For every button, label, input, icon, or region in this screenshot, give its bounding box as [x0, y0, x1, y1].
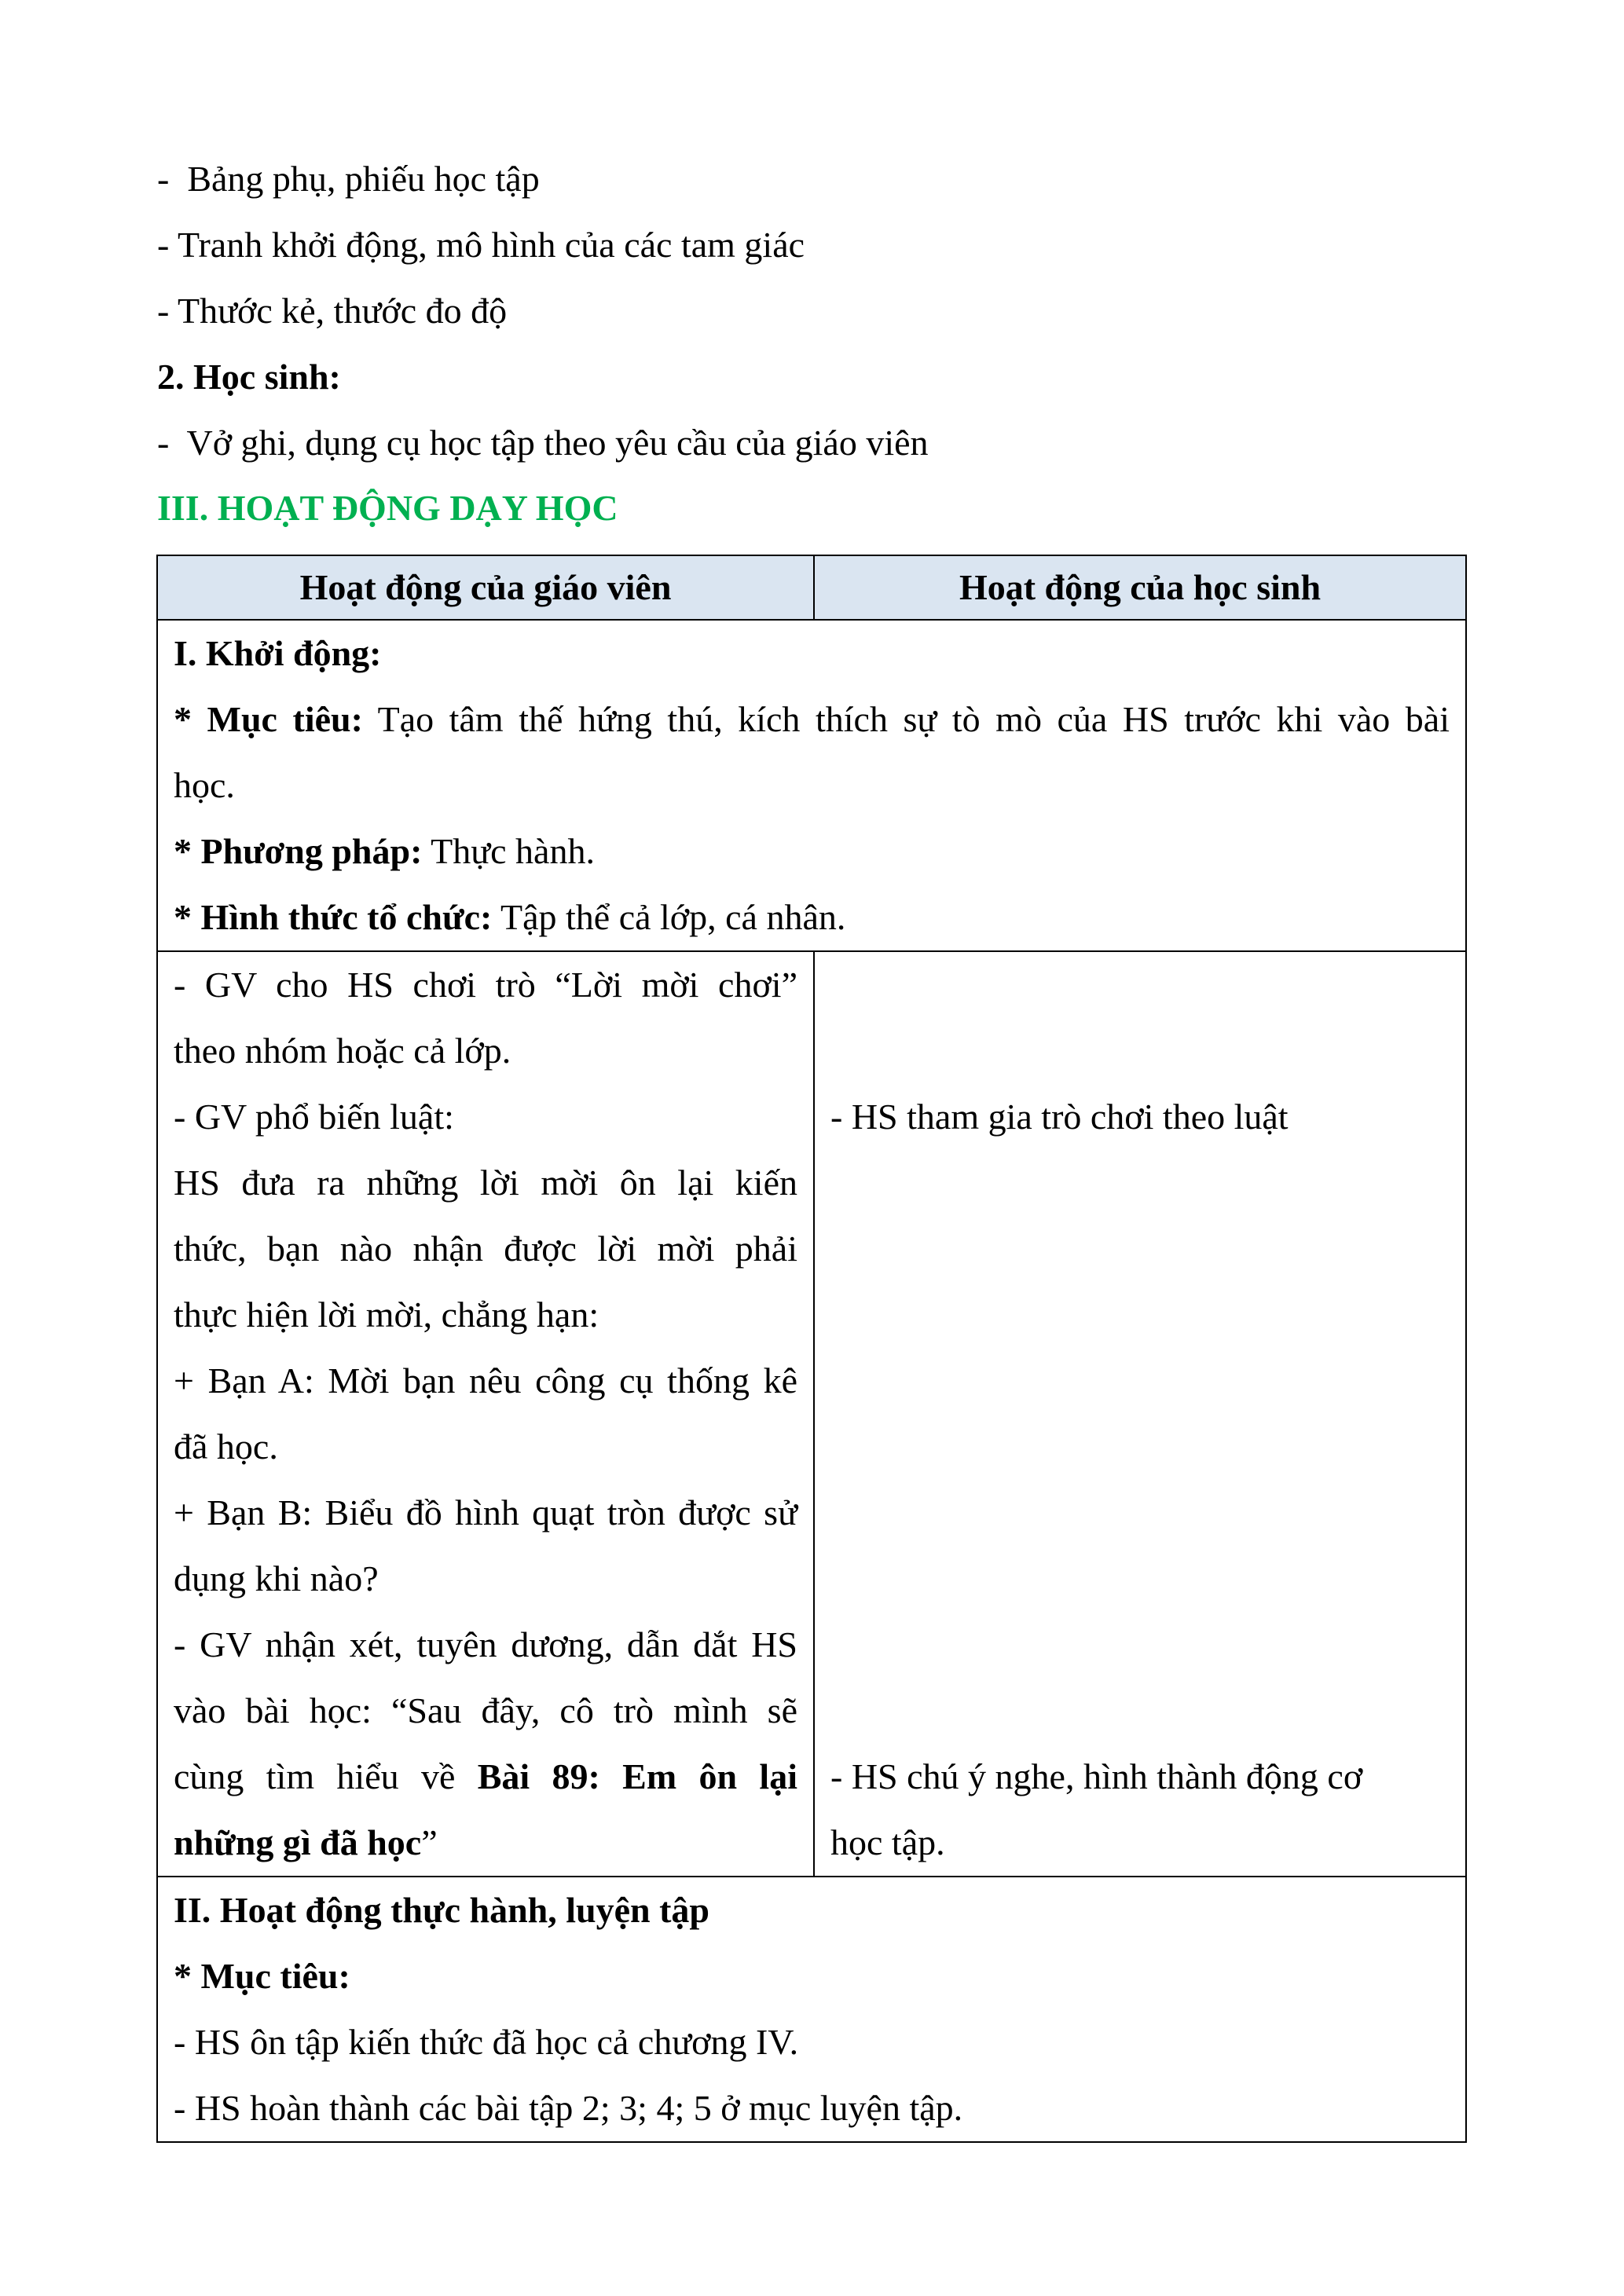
teacher-line: - GV cho HS chơi trò “Lời mời chơi” [174, 965, 797, 1005]
teacher-line: thực hiện lời mời, chẳng hạn: [174, 1294, 599, 1335]
warmup-method [174, 818, 1450, 884]
practice-title: II. Hoạt động thực hành, luyện tập [174, 1890, 710, 1930]
list-item: - Bảng phụ, phiếu học tập [157, 159, 540, 199]
practice-section [157, 1877, 1466, 2142]
teacher-line: HS đưa ra những lời mời ôn lại kiến [174, 1163, 797, 1203]
teacher-line: thức, bạn nào nhận được lời mời phải [174, 1229, 797, 1269]
teacher-line: - GV nhận xét, tuyên dương, dẫn dắt HS [174, 1624, 797, 1664]
student-line: - HS tham gia trò chơi theo luật [830, 1097, 1289, 1137]
teacher-line [174, 1810, 797, 1876]
form-label: * Hình thức tổ chức: [174, 897, 493, 937]
warmup-goal [174, 687, 1450, 753]
teacher-line: - GV phổ biến luật: [174, 1097, 454, 1137]
student-line: học tập. [830, 1822, 945, 1862]
section-heading: III. HOẠT ĐỘNG DẠY HỌC [157, 488, 618, 528]
list-item: - Vở ghi, dụng cụ học tập theo yêu cầu của giáo viên [157, 423, 929, 463]
warmup-title: I. Khởi động: [174, 633, 382, 673]
form-text: Tập thể cả lớp, cá nhân. [492, 897, 846, 937]
goal-label: * Mục tiêu: [174, 699, 363, 739]
student-activity-cell [814, 951, 1466, 1877]
closing-quote: ” [421, 1822, 438, 1862]
lesson-title: Bài 89: Em ôn lại [477, 1756, 797, 1796]
table-row [157, 620, 1466, 951]
header-teacher: Hoạt động của giáo viên [157, 555, 814, 620]
warmup-section [157, 620, 1466, 951]
table-row [157, 951, 1466, 1877]
method-text: Thực hành. [422, 831, 595, 871]
goal-text-cont: học. [174, 765, 235, 805]
table-header-row [157, 555, 1466, 620]
header-student: Hoạt động của học sinh [814, 555, 1466, 620]
teacher-line: + Bạn A: Mời bạn nêu công cụ thống kê [174, 1360, 797, 1401]
lesson-title-cont: những gì đã học [174, 1822, 422, 1862]
teacher-line: dụng khi nào? [174, 1558, 379, 1598]
method-label: * Phương pháp: [174, 831, 423, 871]
list-item: - Tranh khởi động, mô hình của các tam giác [157, 225, 805, 265]
table-row [157, 1877, 1466, 2142]
warmup-form [174, 884, 1450, 950]
teacher-line: theo nhóm hoặc cả lớp. [174, 1031, 511, 1071]
practice-item: - HS ôn tập kiến thức đã học cả chương IV. [174, 2022, 799, 2062]
teacher-line-prefix: cùng tìm hiểu về [174, 1756, 478, 1796]
teacher-line: vào bài học: “Sau đây, cô trò mình sẽ [174, 1690, 797, 1730]
practice-goal-label: * Mục tiêu: [174, 1956, 350, 1996]
teacher-line [174, 1744, 797, 1810]
goal-text: Tạo tâm thế hứng thú, kích thích sự tò mò của HS trước khi vào bài [362, 699, 1450, 739]
student-line: - HS chú ý nghe, hình thành động cơ [830, 1756, 1363, 1796]
teacher-line: + Bạn B: Biểu đồ hình quạt tròn được sử [174, 1492, 797, 1532]
teacher-line: đã học. [174, 1426, 278, 1467]
activities-table [156, 555, 1467, 2143]
list-item: - Thước kẻ, thước đo độ [157, 291, 508, 331]
teacher-activity-cell [157, 951, 814, 1877]
student-heading: 2. Học sinh: [157, 357, 341, 397]
practice-item: - HS hoàn thành các bài tập 2; 3; 4; 5 ở mục luyện tập. [174, 2088, 963, 2128]
